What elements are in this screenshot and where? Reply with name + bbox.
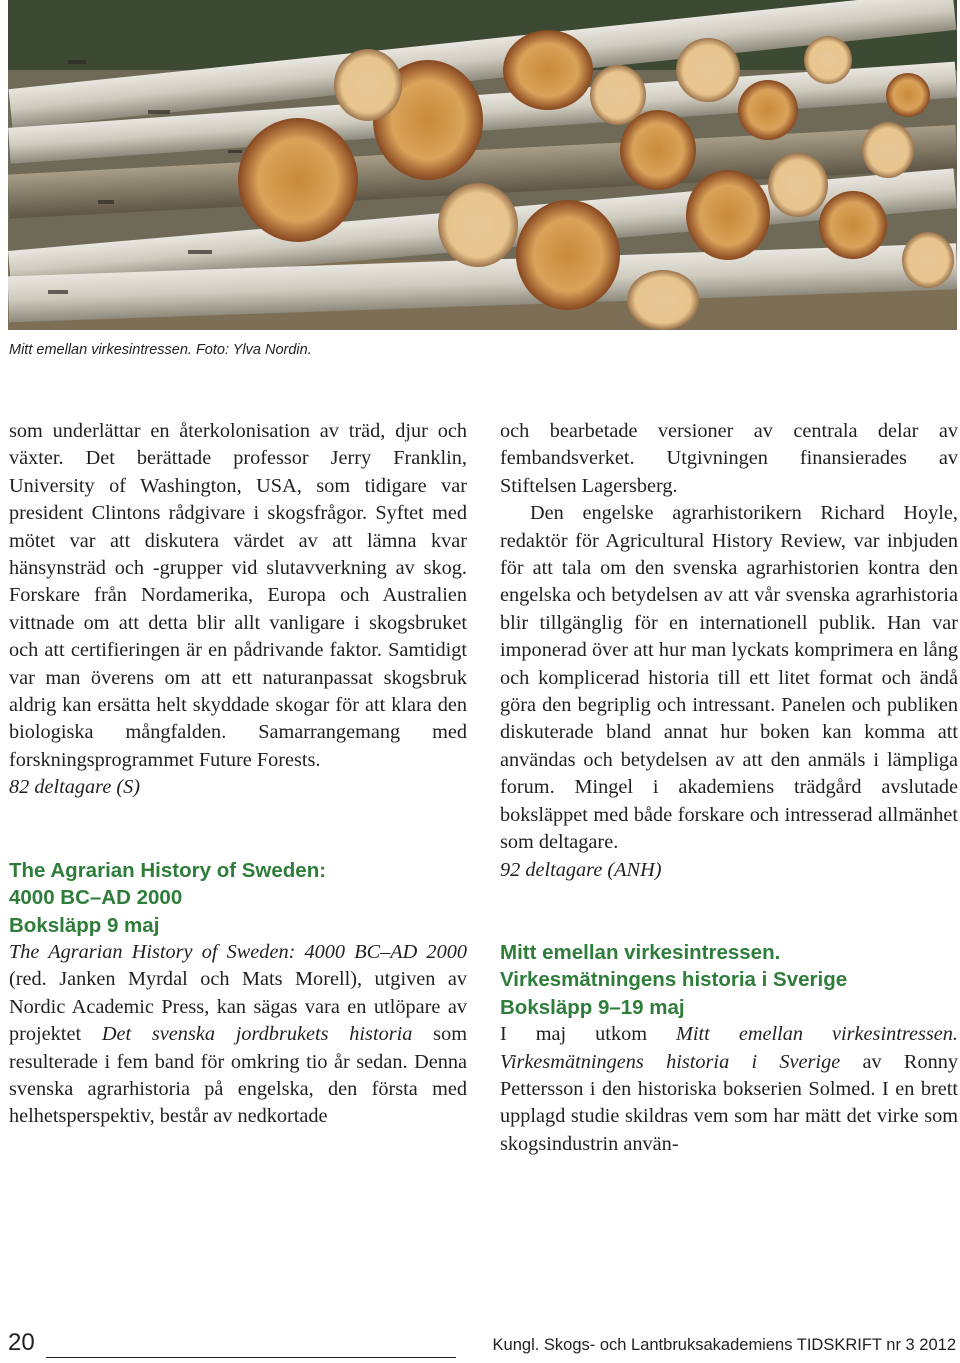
virkes-heading-line-2: Virkesmätningens historia i Sverige: [500, 968, 848, 992]
virkes-book-title-italic: Mitt emellan virkesintressen. Virkesmätningens historia i Sverige: [500, 1023, 958, 1073]
right-paragraph-1: och bearbetade versioner av centrala delar av fembandsverket. Utgivningen finansierades av Stiftelsen Lagersberg.: [500, 420, 958, 497]
footer-divider: [46, 1357, 456, 1358]
right-paragraph-3: [500, 1021, 958, 1158]
left-column: [9, 418, 467, 1131]
project-title-italic: Det svenska jordbrukets historia: [101, 1023, 413, 1046]
left-paragraph-2: [9, 939, 467, 1131]
right-signature: 92 deltagare (ANH): [500, 858, 662, 881]
left-paragraph-1: som underlättar en återkolonisation av träd, djur och växter. Det berättade professor Jerry Franklin, University of Washington, USA, som tidigare var president Clintons rådgivare i skogsfrågor. Syftet med mötet var att diskutera värdet av att lämna kvar hänsynsträd och -grupper vid slutavverkning av skog. Forskare från Nordamerika, Europa och Australien vittnade om att detta blir allt vanligare i skogsbruket och att certifieringen är en pådrivande faktor. Samtidigt var man överens om att ett naturanpassat skogsbruk aldrig kan ersätta helt skyddade skogar för att klara den biologiska mångfalden. Samarrangemang med forskningsprogrammet Future Forests.: [9, 420, 467, 771]
right-paragraph-3-part-a: I maj utkom: [500, 1023, 677, 1046]
agrarian-history-heading-line-2: 4000 BC–AD 2000: [9, 886, 183, 910]
book-title-italic: The Agrarian History of Sweden: 4000 BC–AD 2000: [9, 940, 467, 963]
photo-caption: Mitt emellan virkesintressen. Foto: Ylva Nordin.: [9, 342, 312, 358]
publication-footer: Kungl. Skogs- och Lantbruksakademiens TIDSKRIFT nr 3 2012: [492, 1336, 956, 1354]
left-paragraph-2-part-b: som resulterade i fem band för omkring tio år sedan. Denna svenska agrarhistoria på engelska, den första med helhetsperspektiv, består av nedkortade: [9, 1023, 467, 1128]
timber-logs-photo: [8, 0, 957, 330]
virkes-heading-line-3: Boksläpp 9–19 maj: [500, 995, 685, 1019]
agrarian-history-heading-line-3: Boksläpp 9 maj: [9, 913, 160, 937]
right-column: [500, 418, 958, 1158]
right-paragraph-2: Den engelske agrarhistorikern Richard Hoyle, redaktör för Agricultural History Review, var inbjuden för att tala om den svenska agrarhistorien kontra den engelska och betydelsen av att vår svenska agrarhistoria blir tillgänglig för en internationell publik. Han var imponerad över att hur man lyckats komprimera en lång och komplicerad historia till ett litet format och ändå göra den begriplig och intressant. Panelen och publiken diskuterade bland annat hur boken kan komma att användas och betydelsen av att den anmäls i lämpliga forum. Mingel i akademiens trädgård avslutade boksläppet med både forskare och intresserad allmänhet som deltagare.: [500, 502, 958, 854]
left-paragraph-2-part-a: (red. Janken Myrdal och Mats Morell), utgiven av Nordic Academic Press, kan sägas vara en utlöpare av projektet: [9, 968, 467, 1046]
page-number: 20: [8, 1329, 35, 1356]
agrarian-history-heading-line-1: The Agrarian History of Sweden:: [9, 858, 327, 882]
virkes-heading-line-1: Mitt emellan virkesintressen.: [500, 940, 781, 964]
left-signature: 82 deltagare (S): [9, 776, 141, 799]
right-paragraph-3-part-b: av Ronny Pettersson i den historiska bokserien Solmed. I en brett upplagd studie skildras vem som har mätt det virke som skogsindustrin använ-: [500, 1050, 959, 1155]
